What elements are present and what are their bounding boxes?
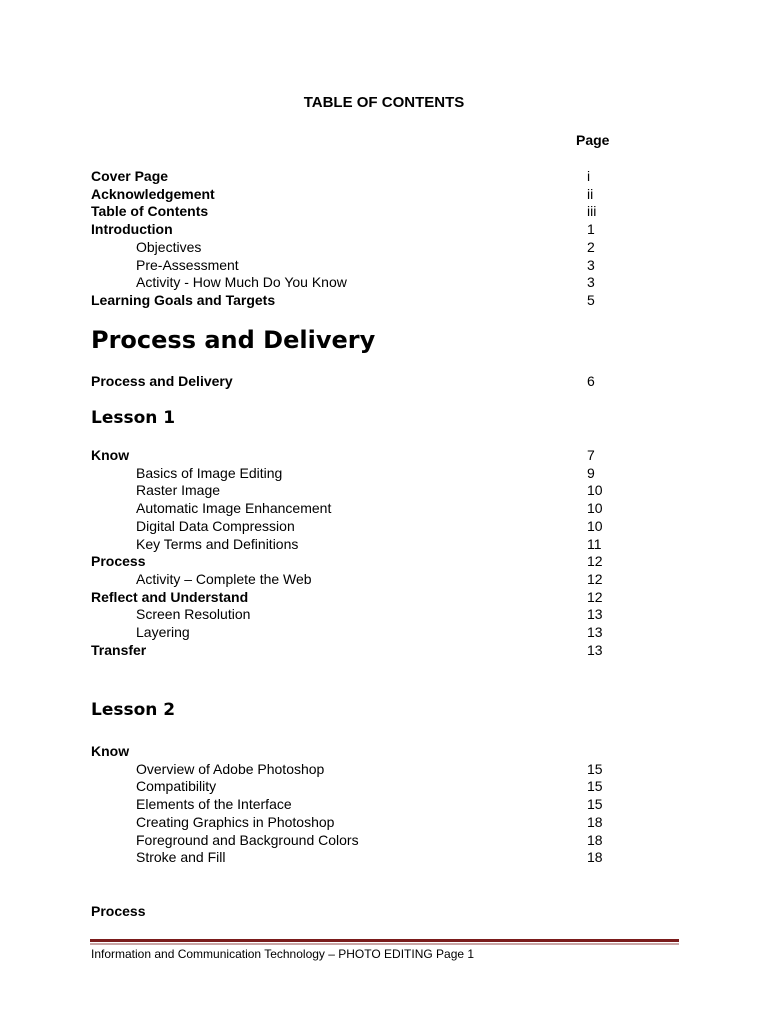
toc-entry-page: 10 [587,482,603,499]
lesson1-heading: Lesson 1 [91,408,176,428]
toc-entry [0,571,768,589]
toc-entry-page: 15 [587,778,603,795]
toc-entry [0,606,768,624]
toc-entry [0,796,768,814]
toc-entry-label: Compatibility [136,778,217,795]
toc-entry [0,465,768,483]
toc-entry-page: 12 [587,588,603,605]
toc-entry-page: 9 [587,464,595,481]
toc-entry-label: Stroke and Fill [136,849,226,866]
page-column-header: Page [576,132,610,148]
toc-entry [0,186,768,204]
toc-entry-label: Overview of Adobe Photoshop [136,760,325,777]
toc-entry-page: 2 [587,238,595,255]
toc-entry [0,849,768,867]
toc-entry [0,447,768,465]
toc-entry-label: Transfer [91,641,147,658]
toc-entry-label: Table of Contents [91,203,209,220]
toc-entry-label: Pre-Assessment [136,256,239,273]
toc-entry-page: 15 [587,796,603,813]
toc-entry [0,203,768,221]
toc-entry [0,778,768,796]
toc-entry [0,589,768,607]
toc-entry-page: 3 [587,256,595,273]
toc-entry-page: 11 [587,535,602,552]
toc-entry-label: Creating Graphics in Photoshop [136,813,335,830]
toc-entry [0,624,768,642]
toc-entry-label: Process [91,553,146,570]
toc-entry-label: Objectives [136,238,202,255]
toc-entry-page: 1 [587,221,595,238]
toc-entry-label: Know [91,743,130,759]
toc-entry-label: Layering [136,624,190,640]
toc-entry [0,373,768,391]
toc-entry-page: ii [587,185,594,202]
toc-entry [0,553,768,571]
toc-entry-page: 13 [587,624,603,640]
toc-entry-label: Key Terms and Definitions [136,535,299,552]
toc-entry-label: Elements of the Interface [136,796,292,813]
toc-entry-label: Reflect and Understand [91,588,249,605]
toc-entry-page: 10 [587,517,603,534]
toc-entry [0,274,768,292]
toc-entry-label: Screen Resolution [136,606,251,623]
toc-entry-page: 12 [587,570,603,587]
toc-entry [0,518,768,536]
toc-entry-label: Foreground and Background Colors [136,831,359,848]
toc-entry-label: Process and Delivery [91,373,233,389]
toc-entry-label: Cover Page [91,168,169,184]
toc-entry [0,536,768,554]
toc-entry [0,642,768,660]
toc-entry-page: 18 [587,849,603,866]
toc-entry-label: Introduction [91,221,173,238]
footer-rule [90,939,679,942]
toc-entry-label: Acknowledgement [91,185,215,202]
toc-entry-label: Learning Goals and Targets [91,291,276,308]
toc-entry [0,239,768,257]
toc-entry-page: 7 [587,447,595,463]
footer-rule-light [90,943,679,945]
toc-trailing-entry: Process [91,903,146,919]
toc-entry-page: 12 [587,553,603,570]
toc-entry [0,168,768,186]
lesson2-heading: Lesson 2 [91,700,176,720]
toc-entry-page: i [587,168,591,184]
toc-entry-page: 18 [587,831,603,848]
toc-entry [0,761,768,779]
toc-entry-label: Raster Image [136,482,221,499]
toc-entry-page: iii [587,203,597,220]
toc-entry [0,221,768,239]
toc-entry-label: Know [91,447,130,463]
toc-entry-page: 5 [587,291,595,308]
section-heading: Process and Delivery [91,326,376,354]
toc-entry-label: Basics of Image Editing [136,464,283,481]
toc-entry [0,500,768,518]
toc-entry [0,832,768,850]
toc-entry-label: Activity - How Much Do You Know [136,274,347,291]
page-footer: Information and Communication Technology – PHOTO EDITING Page 1 [91,947,475,961]
toc-entry-page: 10 [587,500,603,517]
toc-entry-label: Digital Data Compression [136,517,295,534]
toc-entry [0,292,768,310]
toc-entry [0,482,768,500]
toc-entry [0,743,768,761]
toc-entry-page: 15 [587,760,603,777]
toc-entry-page: 18 [587,813,603,830]
toc-entry-page: 6 [587,373,595,389]
toc-entry-page: 13 [587,606,603,623]
page-title: TABLE OF CONTENTS [303,94,465,111]
toc-entry-page: 13 [587,641,603,658]
toc-entry-label: Automatic Image Enhancement [136,500,332,517]
toc-entry-label: Activity – Complete the Web [136,570,312,587]
toc-entry [0,814,768,832]
toc-entry-page: 3 [587,274,595,291]
toc-entry [0,257,768,275]
